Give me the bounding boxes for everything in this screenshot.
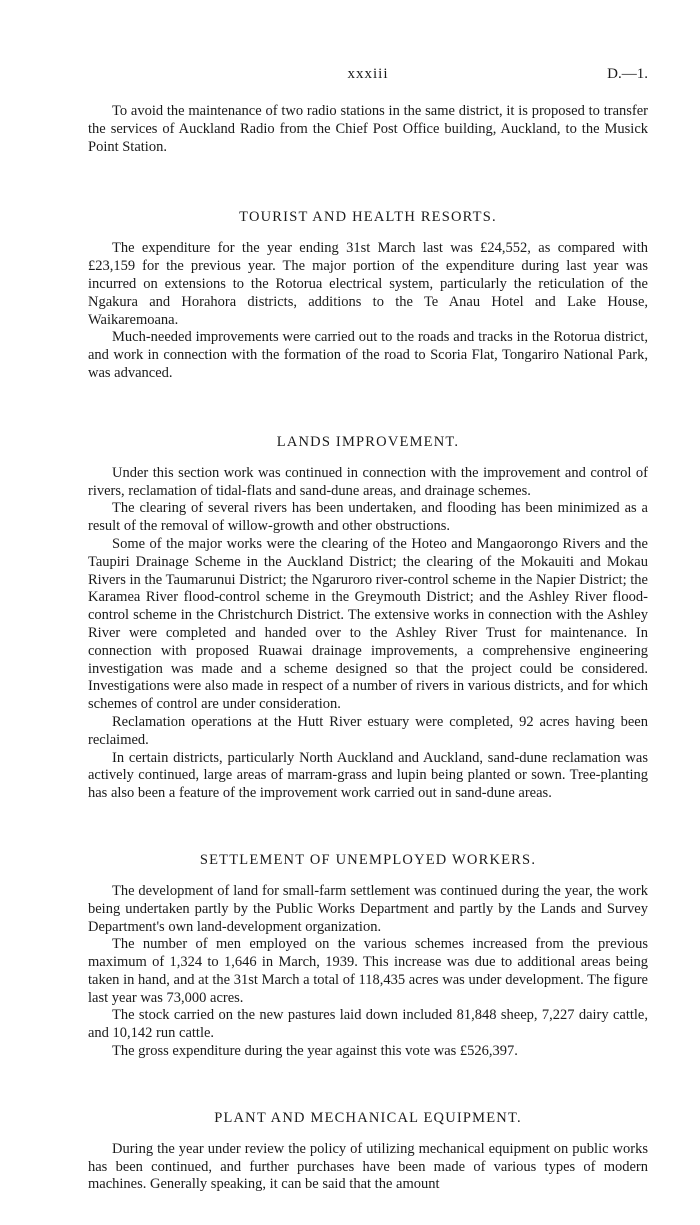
paragraph: The clearing of several rivers has been undertaken, and flooding has been minimized as a result of the removal of willow-growth and other obstructions. [88,500,648,535]
paragraph: The stock carried on the new pastures laid down included 81,848 sheep, 7,227 dairy cattle, and 10,142 run cattle. [88,1007,648,1042]
intro-paragraph: To avoid the maintenance of two radio stations in the same district, it is proposed to transfer the services of Auckland Radio from the Chief Post Office building, Auckland, to the Musick Point Station. [88,103,648,155]
page-header [88,66,648,86]
paragraph: During the year under review the policy of utilizing mechanical equipment on public works has been continued, and further purchases have been made of various types of modern machines. Generally speaking, it can be said that the amount [88,1140,648,1193]
document-body [88,103,648,1194]
paragraph: In certain districts, particularly North Auckland and Auckland, sand-dune reclamation was actively continued, large areas of marram-grass and lupin being planted or sown. Tree-planting has also been a feature of the improvement work carried out in sand-dune areas. [88,749,648,802]
paragraph: Much-needed improvements were carried out to the roads and tracks in the Rotorua district, and work in connection with the formation of the road to Scoria Flat, Tongariro National Park, was advanced. [88,329,648,381]
paragraph: The expenditure for the year ending 31st March last was £24,552, as compared with £23,159 for the previous year. The major portion of the expenditure during last year was incurred on extensions to the Rotorua electrical system, particularly the reticulation of the Ngakura and Horahora districts, additions to the Te Anau Hotel and Lake House, Waikaremoana. [88,240,648,328]
section-heading-settlement: SETTLEMENT OF UNEMPLOYED WORKERS. [199,851,537,868]
section-heading-plant: PLANT AND MECHANICAL EQUIPMENT. [214,1109,522,1126]
page-number: xxxiii [347,66,389,82]
paragraph: The number of men employed on the various schemes increased from the previous maximum of 1,324 to 1,646 in March, 1939. This increase was due to additional areas being taken in hand, and at the 31st March a total of 118,435 acres was under development. The figure last year was 73,000 acres. [88,936,648,1006]
section-heading-lands: LANDS IMPROVEMENT. [276,433,460,450]
document-reference: D.—1. [607,66,648,82]
paragraph: The development of land for small-farm settlement was continued during the year, the work being undertaken partly by the Public Works Department and partly by the Lands and Survey Department's own land-development organization. [88,882,648,935]
section-heading-tourist: TOURIST AND HEALTH RESORTS. [239,209,497,226]
paragraph: Some of the major works were the clearing of the Hoteo and Mangaorongo Rivers and the Taupiri Drainage Scheme in the Auckland District; the clearing of the Mokauiti and Mokau Rivers in the Taumarunui District; the Ngaruroro river-control scheme in the Napier District; the Karamea River flood-control scheme in the Greymouth District; and the Ashley River flood-control scheme in the Christchurch District. The extensive works in connection with the Ashley River were completed and handed over to the Ashley River Trust for maintenance. In connection with proposed Ruawai drainage improvements, a comprehensive engineering investigation was made and a scheme designed so that the project could be considered. Investigations were also made in respect of a number of rivers in various districts, and for which schemes of control are under consideration. [88,535,648,713]
paragraph: Under this section work was continued in connection with the improvement and control of rivers, reclamation of tidal-flats and sand-dune areas, and drainage schemes. [88,464,648,499]
paragraph: Reclamation operations at the Hutt River estuary were completed, 92 acres having been reclaimed. [88,713,648,748]
paragraph: The gross expenditure during the year against this vote was £526,397. [112,1043,518,1060]
